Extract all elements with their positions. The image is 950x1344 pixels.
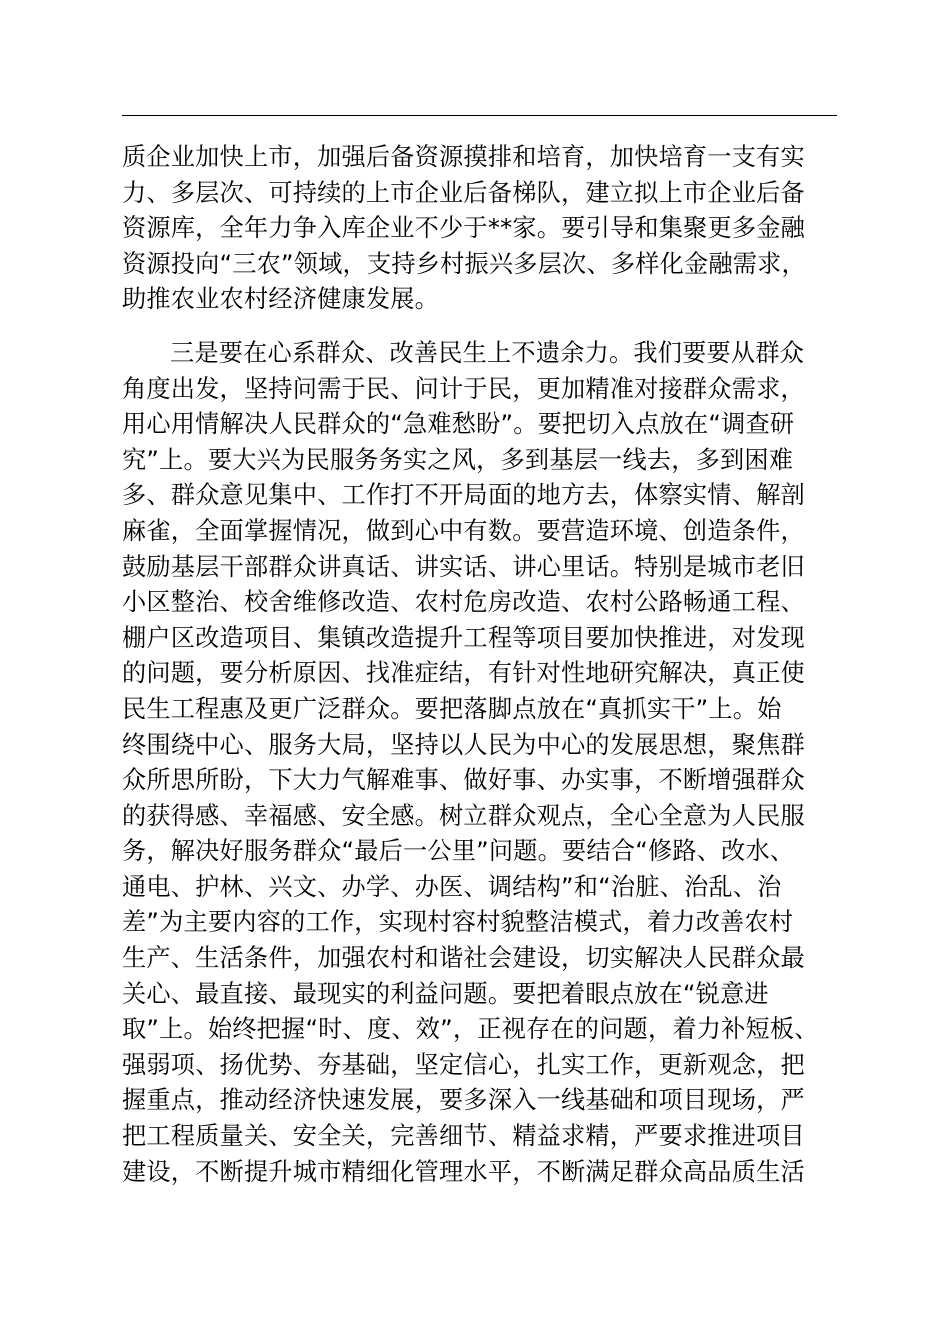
body-text <box>122 140 844 1190</box>
text-line: 角度出发，坚持问需于民、问计于民，更加精准对接群众需求， <box>122 374 805 403</box>
text-line: 究”上。要大兴为民服务务实之风，多到基层一线去，多到困难 <box>122 445 794 474</box>
text-line: 终围绕中心、服务大局，坚持以人民为中心的发展思想，聚焦群 <box>122 730 805 759</box>
text-line: 力、多层次、可持续的上市企业后备梯队，建立拟上市企业后备 <box>122 178 805 207</box>
text-line: 鼓励基层干部群众讲真话、讲实话、讲心里话。特别是城市老旧 <box>122 552 805 581</box>
text-line: 通电、护林、兴文、办学、办医、调结构”和“治脏、治乱、治 <box>122 872 782 901</box>
text-line: 差”为主要内容的工作，实现村容村貌整洁模式，着力改善农村 <box>122 908 794 937</box>
text-line: 棚户区改造项目、集镇改造提升工程等项目要加快推进，对发现 <box>122 623 805 652</box>
header-rule <box>122 115 837 116</box>
text-line: 务，解决好服务群众“最后一公里”问题。要结合“修路、改水、 <box>122 837 795 866</box>
text-line: 资源库，全年力争入库企业不少于**家。要引导和集聚更多金融 <box>122 214 806 243</box>
text-line: 助推农业农村经济健康发展。 <box>122 285 440 314</box>
text-line: 麻雀，全面掌握情况，做到心中有数。要营造环境、创造条件， <box>122 516 805 545</box>
text-line: 资源投向“三农”领域，支持乡村振兴多层次、多样化金融需求， <box>122 249 806 278</box>
text-line: 生产、生活条件，加强农村和谐社会建设，切实解决人民群众最 <box>122 944 805 973</box>
text-line: 强弱项、扬优势、夯基础，坚定信心，扎实工作，更新观念，把 <box>122 1050 805 1079</box>
paragraph-1 <box>122 140 844 318</box>
text-line: 民生工程惠及更广泛群众。要把落脚点放在“真抓实干”上。始 <box>122 694 782 723</box>
text-line: 的问题，要分析原因、找准症结，有针对性地研究解决，真正使 <box>122 659 805 688</box>
paragraph-2 <box>122 336 844 1190</box>
text-line: 众所思所盼，下大力气解难事、做好事、办实事，不断增强群众 <box>122 766 805 795</box>
text-line: 建设，不断提升城市精细化管理水平，不断满足群众高品质生活 <box>122 1157 805 1186</box>
text-line: 质企业加快上市，加强后备资源摸排和培育，加快培育一支有实 <box>122 143 805 171</box>
text-line: 用心用情解决人民群众的“急难愁盼”。要把切入点放在“调查研 <box>122 410 795 439</box>
text-line: 把工程质量关、安全关，完善细节、精益求精，严要求推进项目 <box>122 1122 805 1151</box>
text-line: 握重点，推动经济快速发展，要多深入一线基础和项目现场，严 <box>122 1086 805 1115</box>
text-line: 小区整治、校舍维修改造、农村危房改造、农村公路畅通工程、 <box>122 588 805 617</box>
text-line: 多、群众意见集中、工作打不开局面的地方去，体察实情、解剖 <box>122 481 805 510</box>
text-line: 关心、最直接、最现实的利益问题。要把着眼点放在“锐意进 <box>122 979 769 1008</box>
text-line: 取”上。始终把握“时、度、效”，正视存在的问题，着力补短板、 <box>122 1015 819 1044</box>
text-line: 的获得感、幸福感、安全感。树立群众观点，全心全意为人民服 <box>122 801 805 830</box>
text-line: 三是要在心系群众、改善民生上不遗余力。我们要要从群众 <box>170 338 805 367</box>
